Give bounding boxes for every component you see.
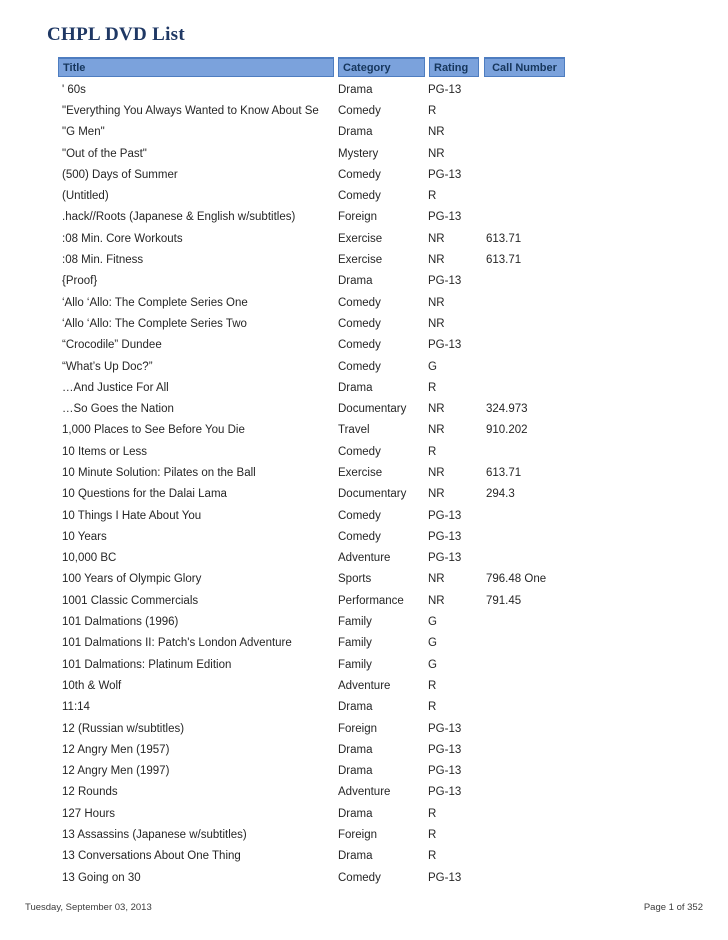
cell-category: Family [338, 637, 372, 650]
table-row [58, 420, 703, 441]
table-row [58, 569, 703, 590]
cell-title: ‘Allo ‘Allo: The Complete Series Two [62, 317, 247, 330]
cell-title: 101 Dalmations (1996) [62, 616, 179, 629]
cell-category: Drama [338, 743, 373, 756]
cell-category: Family [338, 658, 372, 671]
cell-title: 13 Conversations About One Thing [62, 850, 241, 863]
cell-category: Comedy [338, 871, 381, 884]
cell-rating: NR [428, 254, 445, 267]
table-row [58, 548, 703, 569]
cell-rating: PG-13 [428, 765, 462, 778]
cell-rating: NR [428, 424, 445, 437]
cell-category: Exercise [338, 232, 383, 245]
table-row [58, 398, 703, 419]
cell-title: :08 Min. Core Workouts [62, 232, 183, 245]
cell-title: :08 Min. Fitness [62, 254, 144, 267]
table-row [58, 484, 703, 505]
cell-title: ‘Allo ‘Allo: The Complete Series One [62, 296, 248, 309]
table-row [58, 824, 703, 845]
cell-title: …So Goes the Nation [62, 403, 174, 416]
cell-category: Comedy [338, 296, 381, 309]
cell-rating: PG-13 [428, 552, 462, 565]
table-row [58, 207, 703, 228]
cell-title: ' 60s [62, 83, 86, 96]
cell-category: Adventure [338, 679, 391, 692]
table-row [58, 739, 703, 760]
cell-rating: PG-13 [428, 211, 462, 224]
cell-title: 13 Assassins (Japanese w/subtitles) [62, 829, 247, 842]
cell-title: 10 Years [62, 530, 107, 543]
cell-category: Foreign [338, 211, 377, 224]
table-row [58, 143, 703, 164]
cell-category: Comedy [338, 190, 381, 203]
cell-rating: R [428, 850, 437, 863]
table-row [58, 122, 703, 143]
cell-category: Drama [338, 807, 373, 820]
cell-category: Comedy [338, 530, 381, 543]
cell-category: Drama [338, 765, 373, 778]
cell-call-number: 613.71 [486, 466, 522, 479]
table-row [58, 462, 703, 483]
table-row [58, 313, 703, 334]
cell-rating: PG-13 [428, 275, 462, 288]
column-header-title: Title [58, 57, 334, 77]
table-row [58, 675, 703, 696]
cell-title: (500) Days of Summer [62, 168, 178, 181]
table-row [58, 292, 703, 313]
table-row [58, 803, 703, 824]
table-header [58, 57, 565, 77]
cell-title: 101 Dalmations II: Patch's London Adventure [62, 637, 292, 650]
table-row [58, 697, 703, 718]
cell-rating: G [428, 637, 437, 650]
cell-category: Comedy [338, 317, 381, 330]
table-row [58, 249, 703, 270]
column-header-category: Category [338, 57, 425, 77]
cell-rating: NR [428, 126, 445, 139]
cell-category: Drama [338, 850, 373, 863]
cell-category: Comedy [338, 104, 381, 117]
cell-title: 10 Items or Less [62, 445, 148, 458]
table-row [58, 505, 703, 526]
cell-category: Performance [338, 594, 404, 607]
table-row [58, 846, 703, 867]
cell-rating: NR [428, 147, 445, 160]
cell-title: "Out of the Past" [62, 147, 147, 160]
table-row [58, 356, 703, 377]
cell-title: 10 Minute Solution: Pilates on the Ball [62, 466, 256, 479]
cell-category: Drama [338, 275, 373, 288]
cell-title: "G Men" [62, 126, 105, 139]
table-row [58, 718, 703, 739]
table-row [58, 79, 703, 100]
footer-date: Tuesday, September 03, 2013 [25, 902, 152, 913]
cell-title: 100 Years of Olympic Glory [62, 573, 202, 586]
table-row [58, 654, 703, 675]
table-row [58, 377, 703, 398]
cell-title: 12 Rounds [62, 786, 118, 799]
cell-rating: R [428, 445, 437, 458]
cell-title: “What’s Up Doc?” [62, 360, 153, 373]
cell-rating: G [428, 360, 437, 373]
table-row [58, 271, 703, 292]
cell-category: Exercise [338, 254, 383, 267]
cell-call-number: 910.202 [486, 424, 528, 437]
cell-title: 1001 Classic Commercials [62, 594, 199, 607]
cell-category: Drama [338, 83, 373, 96]
table-row [58, 782, 703, 803]
table-row [58, 761, 703, 782]
cell-title: "Everything You Always Wanted to Know About Se [62, 104, 319, 117]
cell-call-number: 324.973 [486, 403, 528, 416]
cell-title: 12 (Russian w/subtitles) [62, 722, 185, 735]
table-row [58, 590, 703, 611]
cell-title: 13 Going on 30 [62, 871, 141, 884]
cell-call-number: 791.45 [486, 594, 522, 607]
cell-category: Comedy [338, 360, 381, 373]
cell-title: (Untitled) [62, 190, 109, 203]
cell-rating: R [428, 701, 437, 714]
cell-title: 101 Dalmations: Platinum Edition [62, 658, 232, 671]
cell-title: 1,000 Places to See Before You Die [62, 424, 245, 437]
cell-rating: NR [428, 296, 445, 309]
cell-rating: PG-13 [428, 743, 462, 756]
cell-category: Comedy [338, 168, 381, 181]
table-row [58, 526, 703, 547]
cell-category: Foreign [338, 829, 377, 842]
cell-rating: NR [428, 232, 445, 245]
cell-rating: PG-13 [428, 168, 462, 181]
cell-title: 10 Things I Hate About You [62, 509, 202, 522]
cell-title: 12 Angry Men (1957) [62, 743, 170, 756]
cell-title: 10,000 BC [62, 552, 117, 565]
cell-category: Adventure [338, 552, 391, 565]
table-row [58, 228, 703, 249]
table-row [58, 633, 703, 654]
table-row [58, 185, 703, 206]
table-row [58, 441, 703, 462]
cell-title: 10th & Wolf [62, 679, 122, 692]
cell-title: “Crocodile” Dundee [62, 339, 162, 352]
column-header-rating: Rating [429, 57, 479, 77]
cell-rating: R [428, 104, 437, 117]
cell-title: .hack//Roots (Japanese & English w/subtitles) [62, 211, 296, 224]
cell-title: 10 Questions for the Dalai Lama [62, 488, 227, 501]
page-footer [25, 902, 703, 913]
cell-rating: NR [428, 466, 445, 479]
cell-category: Drama [338, 126, 373, 139]
table-row [58, 611, 703, 632]
cell-title: …And Justice For All [62, 381, 169, 394]
cell-rating: G [428, 658, 437, 671]
cell-rating: R [428, 829, 437, 842]
cell-rating: PG-13 [428, 530, 462, 543]
cell-category: Drama [338, 701, 373, 714]
cell-call-number: 796.48 One [486, 573, 547, 586]
cell-rating: PG-13 [428, 786, 462, 799]
cell-rating: NR [428, 594, 445, 607]
cell-rating: G [428, 616, 437, 629]
column-header-call-number: Call Number [484, 57, 565, 77]
cell-rating: PG-13 [428, 83, 462, 96]
page-title: CHPL DVD List [47, 24, 185, 45]
cell-title: 11:14 [62, 701, 90, 714]
cell-rating: R [428, 679, 437, 692]
table-body [58, 79, 703, 888]
cell-title: 127 Hours [62, 807, 116, 820]
cell-rating: NR [428, 488, 445, 501]
table-row [58, 867, 703, 888]
cell-rating: R [428, 381, 437, 394]
cell-category: Sports [338, 573, 372, 586]
table-row [58, 100, 703, 121]
cell-rating: NR [428, 403, 445, 416]
table-row [58, 164, 703, 185]
cell-rating: PG-13 [428, 509, 462, 522]
cell-category: Documentary [338, 488, 407, 501]
cell-call-number: 613.71 [486, 232, 522, 245]
cell-rating: NR [428, 573, 445, 586]
cell-category: Comedy [338, 445, 381, 458]
cell-category: Drama [338, 381, 373, 394]
cell-category: Travel [338, 424, 370, 437]
cell-rating: PG-13 [428, 871, 462, 884]
cell-category: Adventure [338, 786, 391, 799]
cell-call-number: 294.3 [486, 488, 515, 501]
cell-title: 12 Angry Men (1997) [62, 765, 170, 778]
cell-title: {Proof} [62, 275, 98, 288]
footer-page-number: Page 1 of 352 [643, 902, 703, 913]
cell-call-number: 613.71 [486, 254, 522, 267]
cell-rating: R [428, 190, 437, 203]
cell-rating: NR [428, 317, 445, 330]
cell-category: Family [338, 616, 372, 629]
cell-rating: R [428, 807, 437, 820]
cell-category: Comedy [338, 339, 381, 352]
table-row [58, 335, 703, 356]
cell-category: Comedy [338, 509, 381, 522]
cell-category: Foreign [338, 722, 377, 735]
cell-category: Documentary [338, 403, 407, 416]
cell-category: Exercise [338, 466, 383, 479]
cell-category: Mystery [338, 147, 379, 160]
cell-rating: PG-13 [428, 339, 462, 352]
cell-rating: PG-13 [428, 722, 462, 735]
